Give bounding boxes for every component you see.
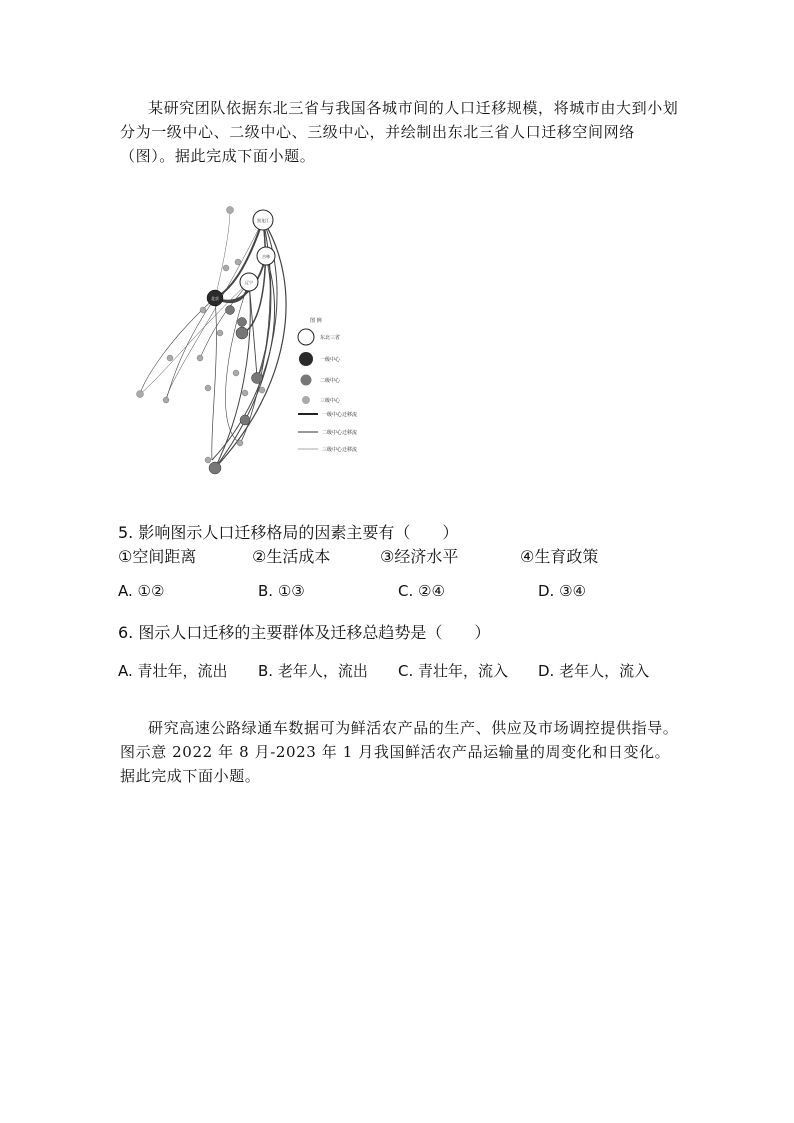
option-5d: D. ③④ <box>538 582 586 600</box>
question-5-options <box>118 582 718 604</box>
factor-2: ②生活成本 <box>252 547 331 566</box>
intro-paragraph-2: 研究高速公路绿通车数据可为鲜活农产品的生产、供应及市场调控提供指导。图示意 2022 年 8 月-2023 年 1 月我国鲜活农产品运输量的周变化和日变化。据此完成下面小题。 <box>120 719 679 785</box>
factor-3: ③经济水平 <box>380 547 459 566</box>
option-5a: A. ①② <box>118 582 165 600</box>
node-label-liaoning: 辽宁 <box>245 280 253 285</box>
legend-symbol-province <box>298 329 314 345</box>
migration-network-figure <box>130 198 390 482</box>
option-5b: B. ①③ <box>258 582 305 600</box>
legend-item-flow-first: 一级中心迁移流 <box>322 412 358 418</box>
first-level-center <box>207 290 223 306</box>
factor-4: ④生育政策 <box>520 547 599 566</box>
legend-item-province: 东北三省 <box>320 335 341 341</box>
second-level-centers <box>209 306 263 475</box>
question-5-stem: 5. 影响图示人口迁移格局的因素主要有（ ） <box>118 523 459 542</box>
option-6b: B. 老年人，流出 <box>258 662 368 680</box>
option-6c: C. 青壮年，流入 <box>398 662 509 680</box>
legend-symbol-first <box>299 352 313 366</box>
legend-symbol-second <box>301 375 312 386</box>
factor-1: ①空间距离 <box>118 547 197 566</box>
legend-title: 图 例 <box>310 318 322 324</box>
question-5-factors <box>118 544 718 566</box>
legend-item-second: 二级中心 <box>320 378 341 384</box>
legend-item-first: 一级中心 <box>320 357 341 363</box>
node-label-heilongjiang: 黑龙江 <box>257 218 269 223</box>
question-6-stem: 6. 图示人口迁移的主要群体及迁移总趋势是（ ） <box>118 623 491 642</box>
option-5c: C. ②④ <box>398 582 445 600</box>
node-label-beijing: 北京 <box>211 296 219 301</box>
legend-item-third: 三级中心 <box>320 398 341 404</box>
legend-item-flow-second: 二级中心迁移流 <box>322 430 358 436</box>
question-6-options <box>118 660 718 682</box>
option-6a: A. 青壮年，流出 <box>118 662 228 680</box>
legend <box>298 317 357 453</box>
intro-paragraph-1: 某研究团队依据东北三省与我国各城市间的人口迁移规模，将城市由大到小划分为一级中心、二级中心、三级中心，并绘制出东北三省人口迁移空间网络（图）。据此完成下面小题。 <box>120 99 679 165</box>
option-6d: D. 老年人，流入 <box>538 662 650 680</box>
legend-item-flow-third: 三级中心迁移流 <box>322 447 358 453</box>
legend-symbol-third <box>302 396 310 404</box>
node-label-jilin: 吉林 <box>262 254 270 259</box>
